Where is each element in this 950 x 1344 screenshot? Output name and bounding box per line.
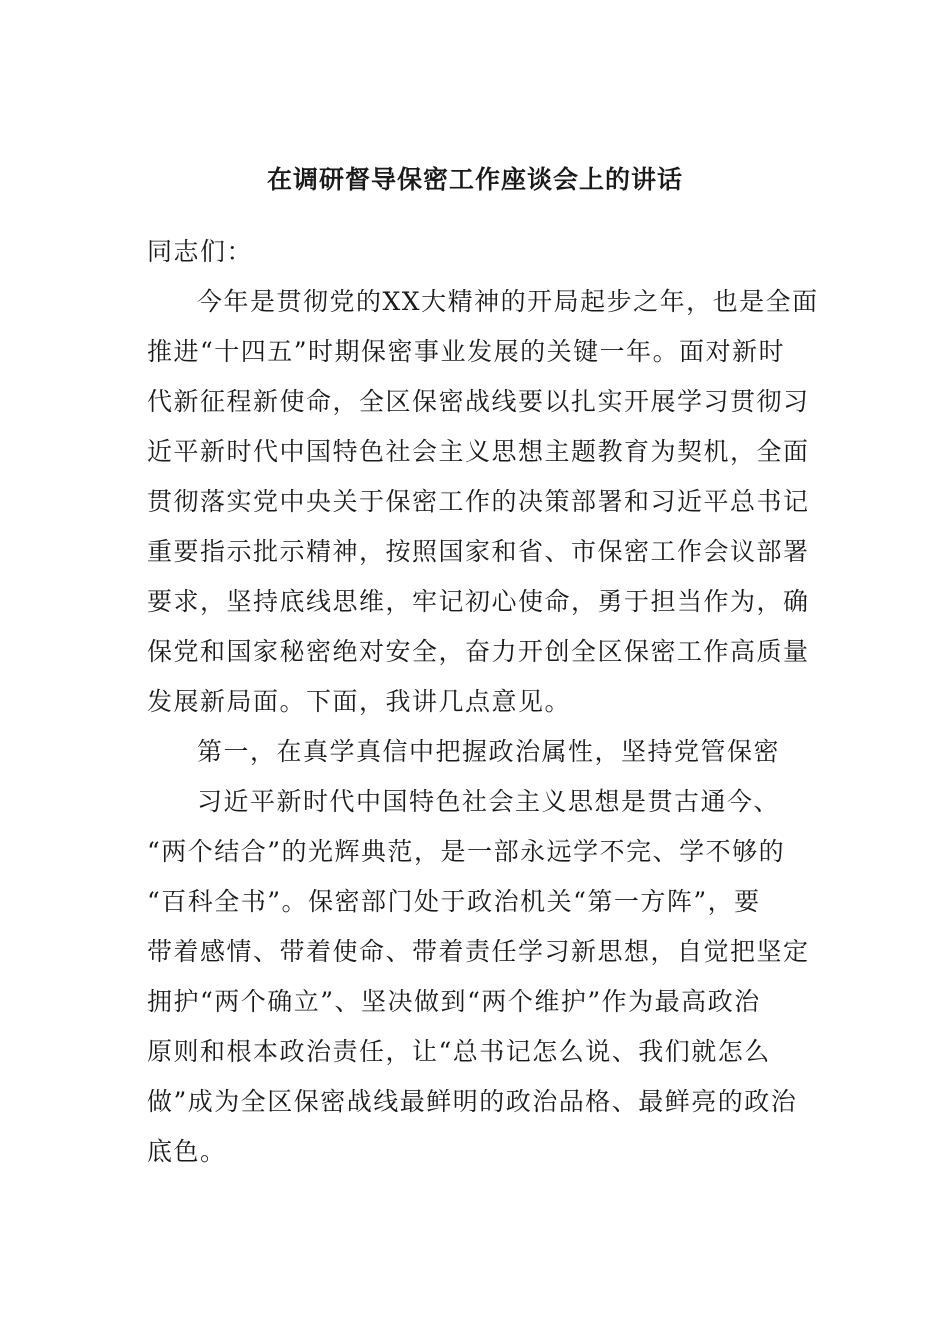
text-line: 习近平新时代中国特色社会主义思想是贯古通今、	[197, 787, 781, 816]
text-line: 底色。	[147, 1137, 227, 1166]
text-line: 保党和国家秘密绝对安全，奋力开创全区保密工作高质量	[147, 637, 810, 666]
text-line: 重要指示批示精神，按照国家和省、市保密工作会议部署	[147, 537, 810, 566]
text-line: 发展新局面。下面，我讲几点意见。	[147, 687, 572, 716]
text-line: 要求，坚持底线思维，牢记初心使命，勇于担当作为，确	[147, 587, 810, 616]
text-line: 原则和根本政治责任，让“总书记怎么说、我们就怎么	[147, 1037, 771, 1066]
section-heading: 第一，在真学真信中把握政治属性，坚持党管保密	[197, 737, 781, 766]
text-line: 今年是贯彻党的XX大精神的开局起步之年，也是全面	[197, 287, 819, 316]
text-line: 做”成为全区保密战线最鲜明的政治品格、最鲜亮的政治	[147, 1087, 798, 1116]
text-line: 拥护“两个确立”、坚决做到“两个维护”作为最高政治	[147, 987, 761, 1016]
text-line: “两个结合”的光辉典范，是一部永远学不完、学不够的	[147, 837, 786, 866]
text-line: 贯彻落实党中央关于保密工作的决策部署和习近平总书记	[147, 487, 810, 516]
salutation: 同志们：	[147, 237, 254, 266]
text-line: 近平新时代中国特色社会主义思想主题教育为契机，全面	[147, 437, 810, 466]
document-title: 在调研督导保密工作座谈会上的讲话	[266, 165, 683, 194]
text-line: “百科全书”。保密部门处于政治机关“第一方阵”，要	[147, 887, 761, 916]
text-line: 带着感情、带着使命、带着责任学习新思想，自觉把坚定	[147, 937, 810, 966]
text-line: 代新征程新使命，全区保密战线要以扎实开展学习贯彻习	[147, 387, 810, 416]
text-line: 推进“十四五”时期保密事业发展的关键一年。面对新时	[147, 337, 786, 366]
